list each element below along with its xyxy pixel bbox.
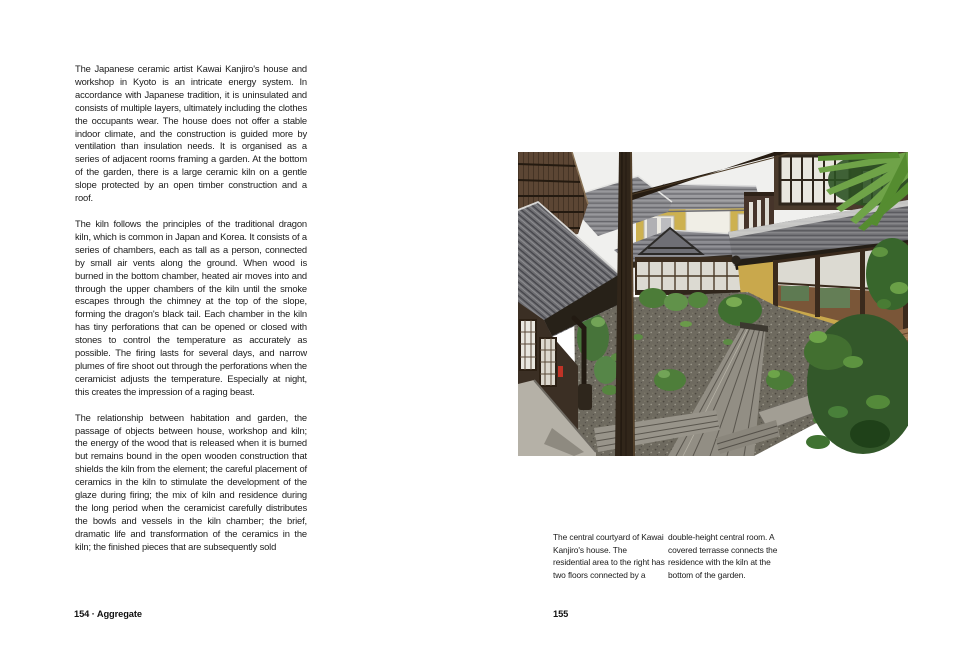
paragraph-2: The kiln follows the principles of the traditional dragon kiln, which is common in Japan and Korea. It consists of a series of chambers, each as tall as a person, connected by small air vents along the ground. When wood is burned in the bottom chamber, heated air moves into and through the upper chambers of the kiln until the smoke escapes through the chimney at the top of the slope, forming the dragon's black tail. Each chamber in the kiln has tiny perforations that can be opened or closed with stones to control the temperature as accurately as possible. The firing lasts for several days, and narrow plumes of fire shoot out through the perforations when the ceramicist adjusts the temperature. Especially at night, this creates the impression of a raging beast. xyxy=(75,217,307,397)
paragraph-3: The relationship between habitation and garden, the passage of objects between house, workshop and kiln; the energy of the wood that is released when it is burned but remains bound in the open wooden construction that shields the kiln from the element; the careful placement of ceramics in the kiln to stimulate the development of the glaze during firing; the mix of kiln and residence during the long period when the ceramicist carefully distributes the bowls and vessels in the kiln chamber; the brief, dramatic life and transformation of the ceramics in the kiln; the finished pieces that are subsequently sold xyxy=(75,411,307,552)
left-page-text-column xyxy=(75,63,307,567)
right-page-folio: 155 xyxy=(553,609,569,619)
courtyard-photo xyxy=(518,152,908,456)
caption-column-2: double-height central room. A covered terrasse connects the residence with the kiln at the bottom of the garden. xyxy=(668,532,778,580)
caption-column-1: The central courtyard of Kawai Kanjiro's house. The residential area to the right has two floors connected by a xyxy=(553,532,665,580)
paragraph-1: The Japanese ceramic artist Kawai Kanjiro's house and workshop in Kyoto is an intricate energy system. In accordance with Japanese tradition, it is uninsulated and consists of multiple layers, ultimately including the clothes the occupants wear. The house does not offer a stable indoor climate, and the construction is guided more by ventilation than insulation needs. It is organised as a series of adjacent rooms framing a garden. At the bottom of the garden, there is a large ceramic kiln on a gentle slope protected by an open timber construction and a roof. xyxy=(75,63,307,204)
left-page-folio: 154 · Aggregate xyxy=(74,609,142,619)
fire-extinguisher xyxy=(558,366,563,377)
courtyard-photo-canvas xyxy=(518,152,908,456)
